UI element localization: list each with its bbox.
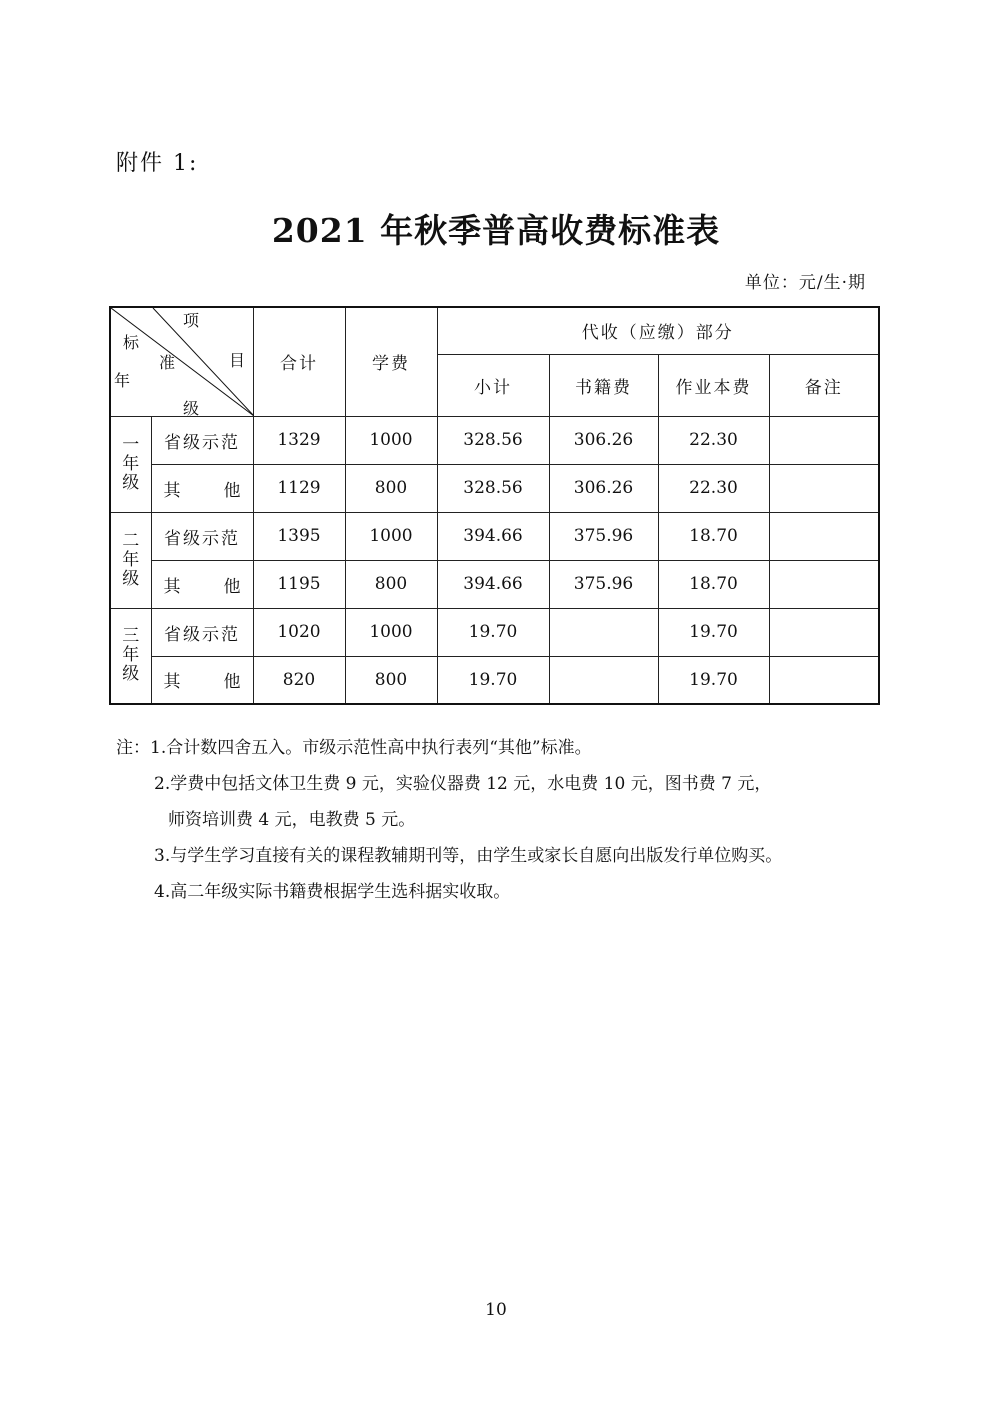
diag-xiang-text: 项 [183, 311, 200, 330]
cell-workbook: 18.70 [658, 512, 769, 560]
header-subtotal: 小计 [437, 354, 549, 416]
note-4: 4.高二年级实际书籍费根据学生选科据实收取。 [154, 882, 511, 902]
school-type: 省级示范 [151, 608, 253, 656]
cell-total: 1020 [253, 608, 345, 656]
diagonal-header-cell [110, 307, 253, 416]
grade-label-2: 二 年 级 [110, 512, 151, 608]
header-books: 书籍费 [549, 354, 658, 416]
diag-ji-text: 级 [183, 399, 200, 418]
school-type: 省级示范 [151, 512, 253, 560]
diag-mu-text: 目 [229, 351, 246, 370]
cell-subtotal: 19.70 [437, 608, 549, 656]
cell-total: 1129 [253, 464, 345, 512]
school-type: 省级示范 [151, 416, 253, 464]
cell-subtotal: 19.70 [437, 656, 549, 704]
cell-books: 306.26 [549, 464, 658, 512]
cell-workbook: 19.70 [658, 656, 769, 704]
note-3: 3.与学生学习直接有关的课程教辅期刊等，由学生或家长自愿向出版发行单位购买。 [154, 846, 783, 866]
cell-workbook: 22.30 [658, 416, 769, 464]
page-number: 10 [485, 1300, 507, 1320]
fee-table [109, 306, 880, 705]
cell-tuition: 1000 [345, 416, 437, 464]
table-row [110, 656, 879, 704]
grade-label-1: 一 年 级 [110, 416, 151, 512]
cell-tuition: 800 [345, 656, 437, 704]
diag-biao-text: 标 [123, 333, 140, 352]
cell-remark [769, 512, 879, 560]
attachment-label: 附件 1: [116, 151, 199, 176]
cell-remark [769, 416, 879, 464]
cell-subtotal: 394.66 [437, 560, 549, 608]
diag-zhun-text: 准 [159, 353, 176, 372]
grade-label-3: 三 年 级 [110, 608, 151, 704]
cell-books [549, 608, 658, 656]
cell-books: 375.96 [549, 512, 658, 560]
header-total: 合计 [253, 307, 345, 416]
note-2: 2.学费中包括文体卫生费 9 元，实验仪器费 12 元，水电费 10 元，图书费 7 元， [154, 774, 772, 794]
cell-workbook: 19.70 [658, 608, 769, 656]
school-type: 其 他 [151, 464, 253, 512]
cell-total: 1329 [253, 416, 345, 464]
cell-tuition: 800 [345, 464, 437, 512]
cell-tuition: 1000 [345, 512, 437, 560]
table-row [110, 416, 879, 464]
header-remark: 备注 [769, 354, 879, 416]
cell-total: 820 [253, 656, 345, 704]
cell-subtotal: 394.66 [437, 512, 549, 560]
cell-workbook: 18.70 [658, 560, 769, 608]
diag-nian-text: 年 [114, 371, 131, 390]
school-type: 其 他 [151, 560, 253, 608]
cell-books [549, 656, 658, 704]
cell-remark [769, 656, 879, 704]
header-collect: 代收（应缴）部分 [437, 307, 879, 354]
note-1: 注：1.合计数四舍五入。市级示范性高中执行表列“其他”标准。 [116, 738, 592, 758]
cell-workbook: 22.30 [658, 464, 769, 512]
unit-label: 单位：元/生·期 [744, 273, 866, 293]
cell-remark [769, 608, 879, 656]
header-tuition: 学费 [345, 307, 437, 416]
school-type: 其 他 [151, 656, 253, 704]
header-workbook: 作业本费 [658, 354, 769, 416]
cell-remark [769, 464, 879, 512]
cell-books: 306.26 [549, 416, 658, 464]
cell-tuition: 800 [345, 560, 437, 608]
table-row [110, 560, 879, 608]
notes-section [116, 730, 876, 910]
cell-total: 1195 [253, 560, 345, 608]
table-row [110, 512, 879, 560]
table-row [110, 464, 879, 512]
page-title: 2021 年秋季普高收费标准表 [271, 211, 721, 250]
cell-books: 375.96 [549, 560, 658, 608]
cell-remark [769, 560, 879, 608]
cell-tuition: 1000 [345, 608, 437, 656]
cell-total: 1395 [253, 512, 345, 560]
table-row [110, 608, 879, 656]
note-2-continued: 师资培训费 4 元，电教费 5 元。 [168, 810, 416, 830]
cell-subtotal: 328.56 [437, 416, 549, 464]
cell-subtotal: 328.56 [437, 464, 549, 512]
